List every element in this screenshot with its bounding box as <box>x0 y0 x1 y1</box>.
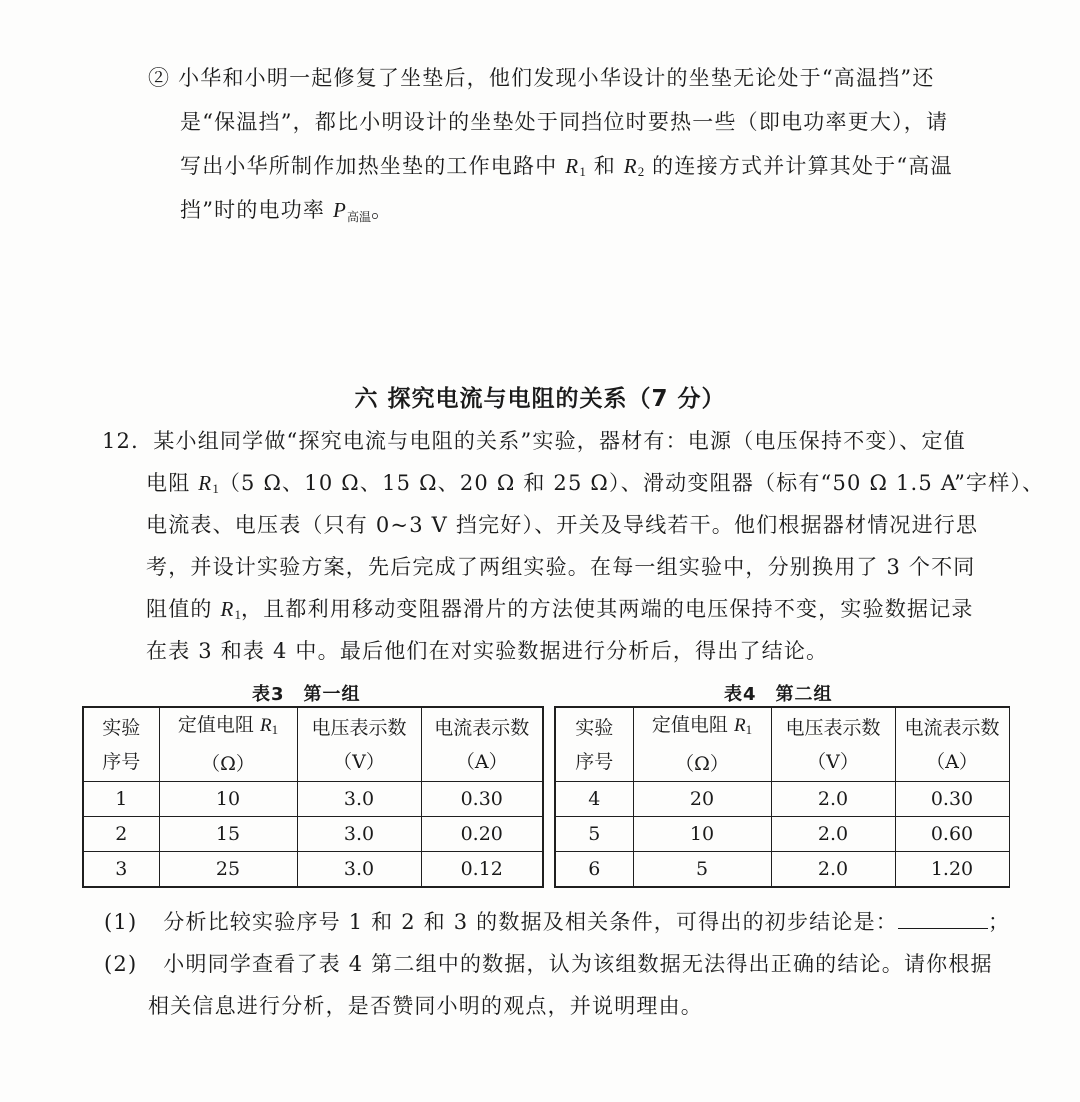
cell: 3.0 <box>297 782 421 817</box>
q12-line-6: 在表 3 和表 4 中。最后他们在对实验数据进行分析后，得出了结论。 <box>146 639 829 663</box>
var-R1: $R_1$ <box>220 597 242 622</box>
cell: 5 <box>633 852 771 888</box>
section-title: 六 探究电流与电阻的关系（7 分） <box>354 386 726 412</box>
subq-2-line-1 <box>104 948 993 978</box>
header-cell-index: 实验 序号 <box>555 707 633 782</box>
table-row <box>555 852 1009 888</box>
table-row <box>83 852 543 888</box>
cell: 1.20 <box>895 852 1009 888</box>
q12-line-4: 考，并设计实验方案，先后完成了两组实验。在每一组实验中，分别换用了 3 个不同 <box>146 555 976 579</box>
table-row <box>555 782 1009 817</box>
subq-1-text: 分析比较实验序号 1 和 2 和 3 的数据及相关条件，可得出的初步结论是： <box>163 910 898 934</box>
cell: 2.0 <box>771 852 895 888</box>
table-row <box>83 817 543 852</box>
header-cell-index: 实验 序号 <box>83 707 159 782</box>
cell: 2 <box>83 817 159 852</box>
cell: 3.0 <box>297 852 421 888</box>
cell: 2.0 <box>771 817 895 852</box>
var-R1: $R_1$ <box>565 154 586 179</box>
cell: 0.12 <box>421 852 543 888</box>
answer-blank[interactable] <box>898 908 988 929</box>
cell: 4 <box>555 782 633 817</box>
cell: 0.30 <box>895 782 1009 817</box>
cell: 2.0 <box>771 782 895 817</box>
cell: 3 <box>83 852 159 888</box>
q12-line-5: 阻值的 $R_1$，且都利用移动变阻器滑片的方法使其两端的电压保持不变，实验数据记录 <box>146 597 974 622</box>
table-row <box>83 782 543 817</box>
cell: 3.0 <box>297 817 421 852</box>
cell: 10 <box>633 817 771 852</box>
header-cell-voltage: 电压表示数 （V） <box>771 707 895 782</box>
cell: 6 <box>555 852 633 888</box>
cell: 1 <box>83 782 159 817</box>
table3-caption: 表3 第一组 <box>252 684 361 705</box>
subq-2-text: 小明同学查看了表 4 第二组中的数据，认为该组数据无法得出正确的结论。请你根据 <box>163 952 993 976</box>
part2-line-1: ② 小华和小明一起修复了坐垫后，他们发现小华设计的坐垫无论处于“高温挡”还 <box>148 66 935 90</box>
table-row <box>555 817 1009 852</box>
header-cell-voltage: 电压表示数 （V） <box>297 707 421 782</box>
table4 <box>554 706 1010 888</box>
cell: 20 <box>633 782 771 817</box>
subq-1: (1) 分析比较实验序号 1 和 2 和 3 的数据及相关条件，可得出的初步结论是： ； <box>104 910 1011 934</box>
q12-line-2: 电阻 $R_1(5$ Ω、10 Ω、15 Ω、20 Ω 和 25 Ω）、滑动变阻器（标有“50 Ω 1.5 A”字样）、 <box>146 471 1045 496</box>
subq-2-line-2: 相关信息进行分析，是否赞同小明的观点，并说明理由。 <box>148 994 703 1018</box>
subq-1-number: (1) <box>104 910 138 934</box>
table3 <box>82 706 544 888</box>
var-R2: $R_2$ <box>623 154 645 179</box>
q12-line-1: 12．某小组同学做“探究电流与电阻的关系”实验，器材有：电源（电压保持不变）、定值 <box>102 429 966 453</box>
header-cell-current: 电流表示数 （A） <box>421 707 543 782</box>
table4-caption: 表4 第二组 <box>724 684 833 705</box>
part2-line-2: 是“保温挡”，都比小明设计的坐垫处于同挡位时要热一些（即电功率更大），请 <box>180 110 949 134</box>
table-header-row <box>83 707 543 782</box>
part2-line-4: 挡”时的电功率 $P_{高温}$。 <box>180 198 394 224</box>
header-cell-resistance: 定值电阻 $R_1$ （Ω） <box>633 707 771 782</box>
subq-2-number: (2) <box>104 952 138 976</box>
part2-line-3: 写出小华所制作加热坐垫的工作电路中 $R_1$ 和 $R_2$ 的连接方式并计算其处于“高温 <box>180 154 953 179</box>
cell: 0.20 <box>421 817 543 852</box>
cell: 15 <box>159 817 297 852</box>
cell: 0.60 <box>895 817 1009 852</box>
var-R1: $R_1$ <box>198 471 219 496</box>
cell: 10 <box>159 782 297 817</box>
header-cell-resistance: 定值电阻 $R_1$ （Ω） <box>159 707 297 782</box>
q12-line-3: 电流表、电压表（只有 0~3 V 挡完好）、开关及导线若干。他们根据器材情况进行思 <box>146 513 979 537</box>
table-header-row <box>555 707 1009 782</box>
var-P-high: $P_{高温}$ <box>333 198 372 224</box>
header-cell-current: 电流表示数 （A） <box>895 707 1009 782</box>
cell: 0.30 <box>421 782 543 817</box>
cell: 5 <box>555 817 633 852</box>
cell: 25 <box>159 852 297 888</box>
